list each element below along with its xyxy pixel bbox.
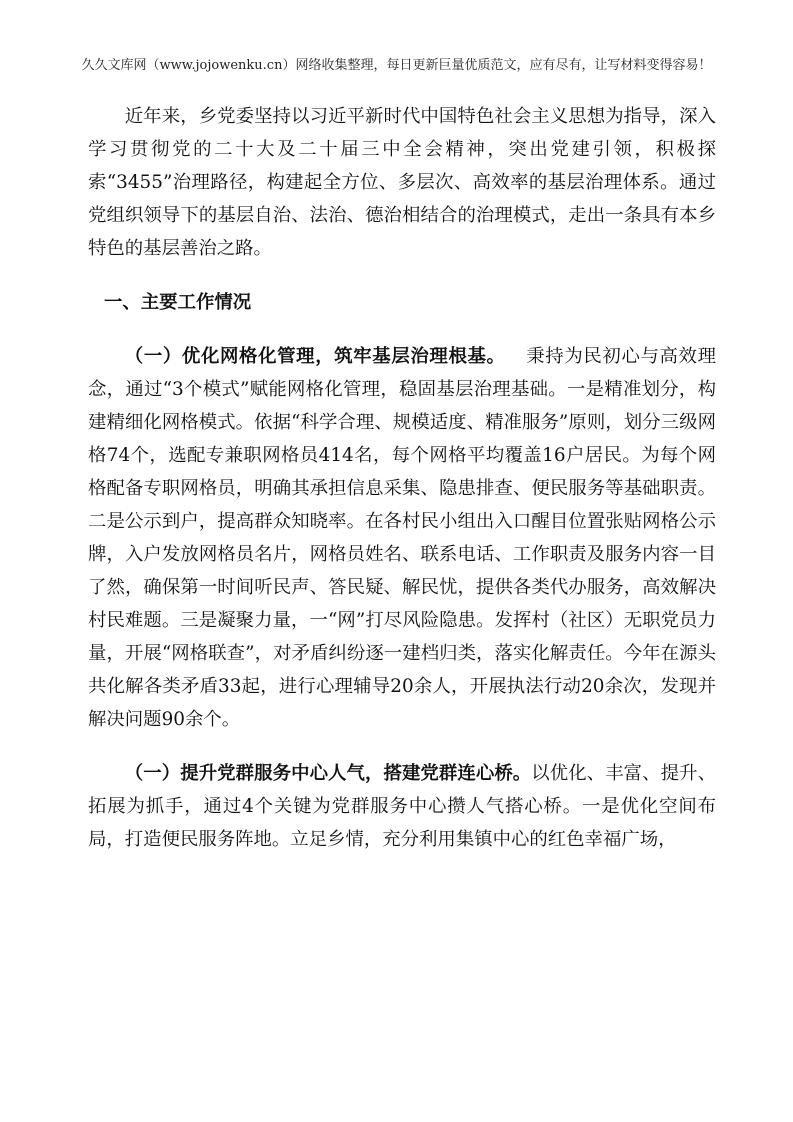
document-body bbox=[88, 100, 716, 856]
page-header: 久久文库网（www.jojowenku.cn）网络收集整理，每日更新巨量优质范文，应有尽有，让写材料变得容易！ bbox=[81, 58, 712, 73]
item1-title: （一）优化网格化管理，筑牢基层治理根基。 bbox=[124, 346, 506, 367]
item1-body: 秉持为民初心与高效理念，通过“3个模式”赋能网格化管理，稳固基层治理基础。一是精准划分，构建精细化网格模式。依据“科学合理、规模适度、精准服务”原则，划分三级网格74个，选配专兼职网格员414名，每个网格平均覆盖16户居民。为每个网格配备专职网格员，明确其承担信息采集、隐患排查、便民服务等基础职责。二是公示到户，提高群众知晓率。在各村民小组出入口醒目位置张贴网格公示牌，入户发放网格员名片，网格员姓名、联系电话、工作职责及服务内容一目了然，确保第一时间听民声、答民疑、解民忧，提供各类代办服务，高效解决村民难题。三是凝聚力量，一“网”打尽风险隐患。发挥村（社区）无职党员力量，开展“网格联查”，对矛盾纠纷逐一建档归类，落实化解责任。今年在源头共化解各类矛盾33起，进行心理辅导20余人，开展执法行动20余次，发现并解决问题90余个。 bbox=[88, 346, 716, 730]
item2-title: （一）提升党群服务中心人气，搭建党群连心桥。 bbox=[124, 763, 532, 784]
intro-paragraph: 近年来，乡党委坚持以习近平新时代中国特色社会主义思想为指导，深入学习贯彻党的二十大及二十届三中全会精神，突出党建引领，积极探索“3455”治理路径，构建起全方位、多层次、高效率的基层治理体系。通过党组织领导下的基层自治、法治、德治相结合的治理模式，走出一条具有本乡特色的基层善治之路。 bbox=[88, 106, 716, 259]
item2-body: 以优化、丰富、提升、拓展为抓手，通过4个关键为党群服务中心攒人气搭心桥。一是优化空间布局，打造便民服务阵地。立足乡情，充分利用集镇中心的红色幸福广场， bbox=[88, 763, 716, 850]
item2-paragraph bbox=[88, 757, 716, 856]
section-heading: 一、主要工作情况 bbox=[104, 292, 252, 313]
item1-paragraph bbox=[88, 340, 716, 736]
